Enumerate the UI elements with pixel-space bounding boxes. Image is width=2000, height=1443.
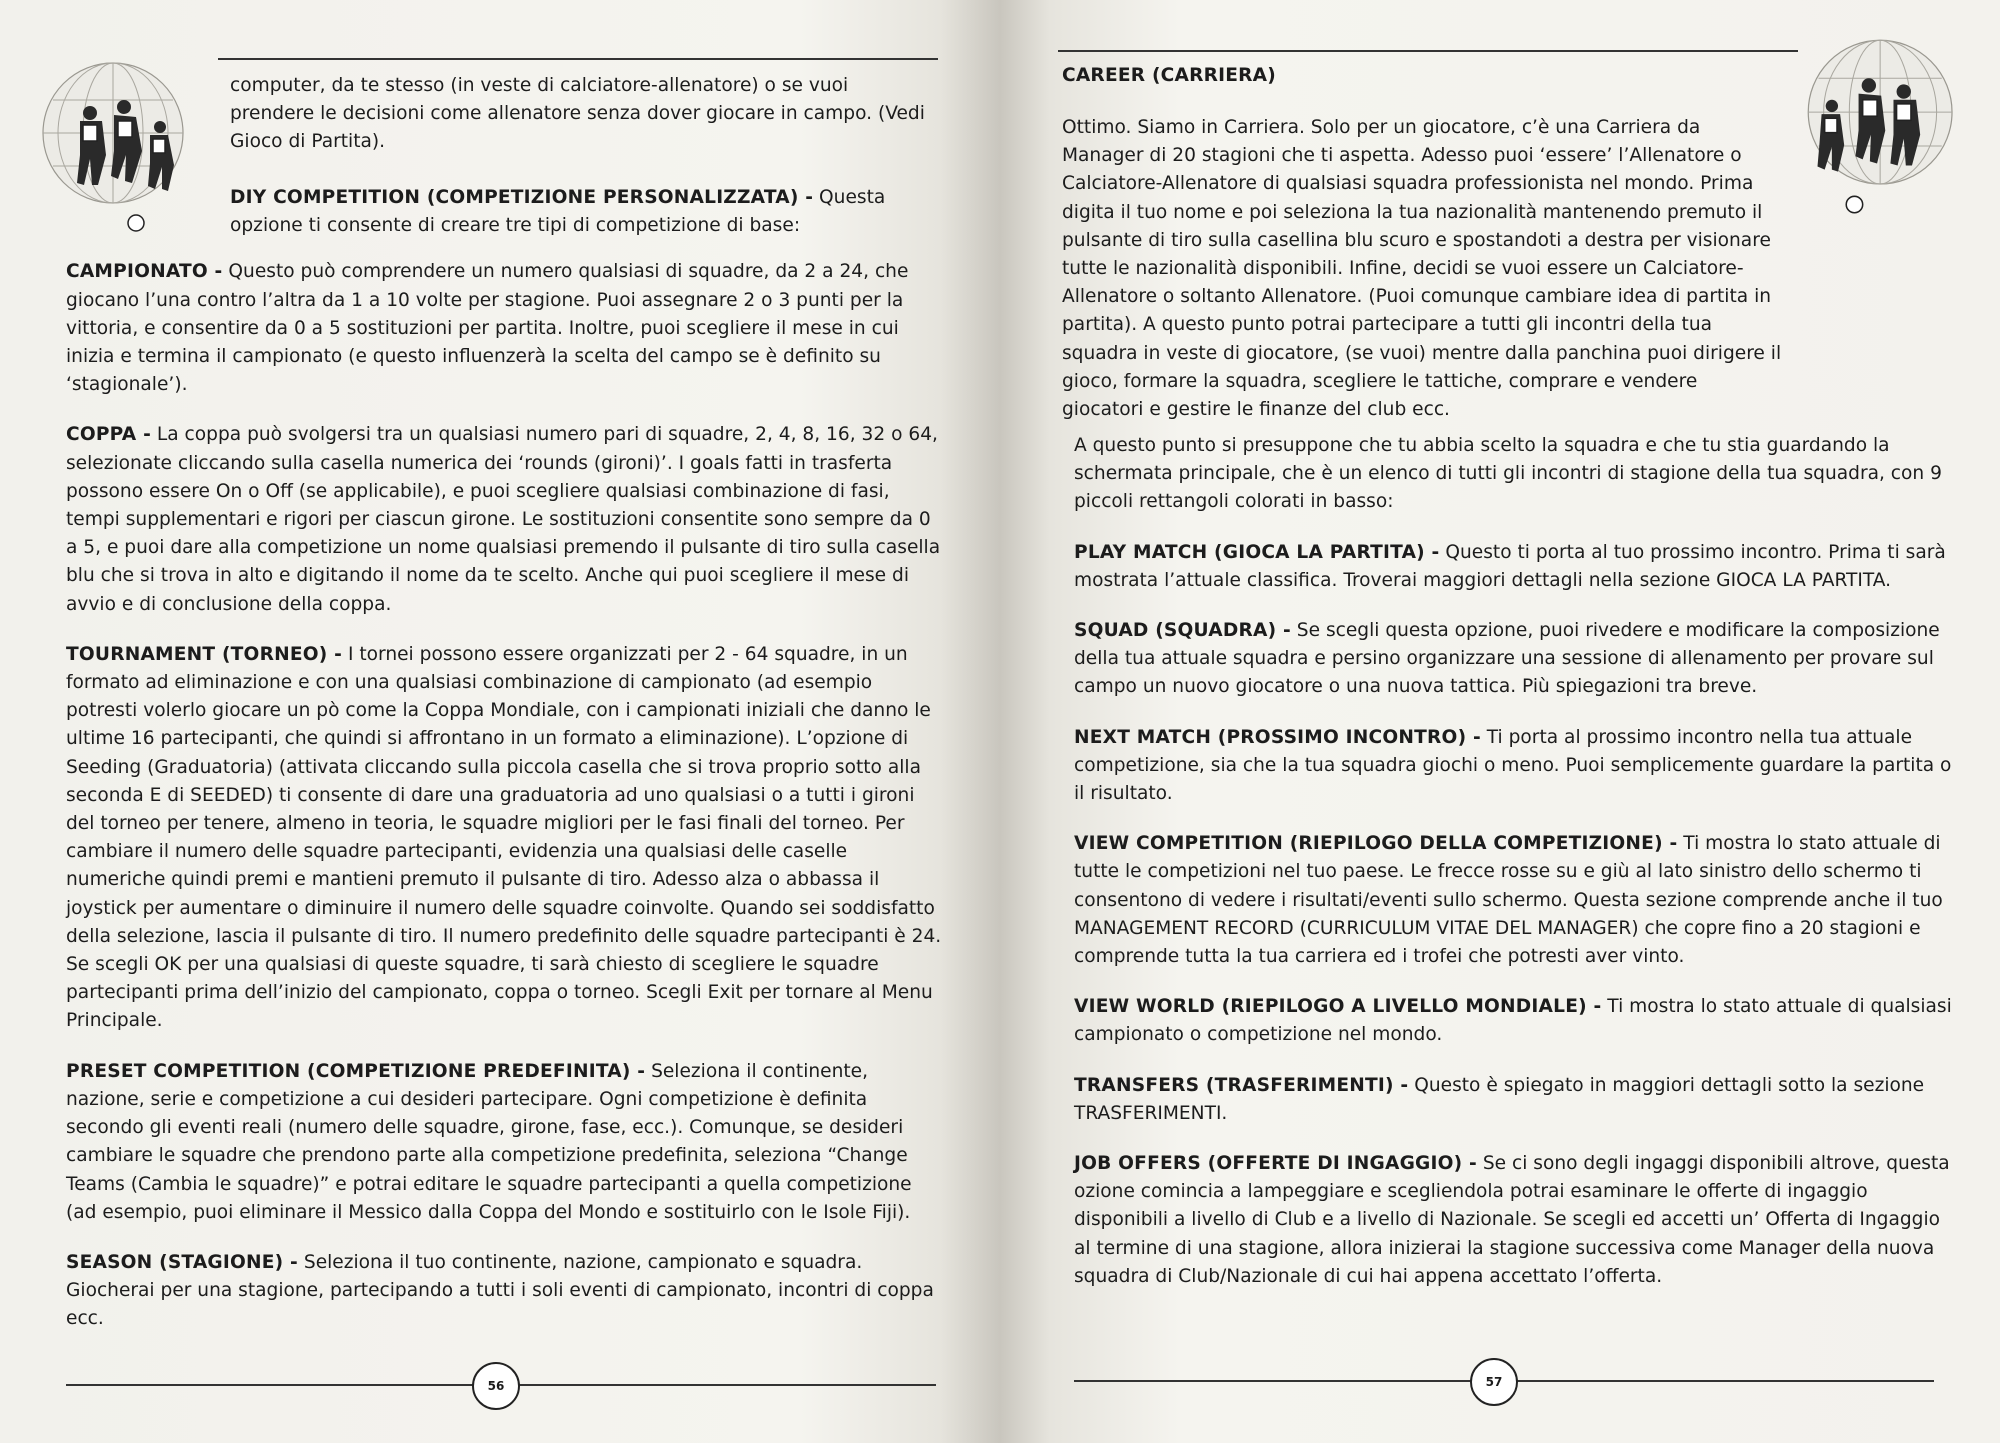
section-heading: CAMPIONATO - [66, 261, 223, 283]
section-coppa [66, 421, 946, 618]
right-body [1062, 62, 1792, 100]
page-number: 56 [487, 1379, 505, 1393]
section-body: Ti mostra lo stato attuale di tutte le competizioni nel tuo paese. Le frecce rosse su e giù al lato sinistro dello schermo ti consentono di vedere i risultati/eventi sullo schermo. Questa sezione comprende anche il tuo MANAGEMENT RECORD (CURRICULUM VITAE DEL MANAGER) che copre fino a 20 stagioni e comprende tutta la tua carriera ed i trofei che potresti aver vinto. [1074, 833, 1943, 968]
section-heading: PLAY MATCH (GIOCA LA PARTITA) - [1074, 541, 1440, 563]
section-body: Questo può comprendere un numero qualsiasi di squadre, da 2 a 24, che giocano l’una contro l’altra da 1 a 10 volte per stagione. Puoi assegnare 2 o 3 punti per la vittoria, e consentire da 0 a 5 sostituzioni per partita. Inoltre, puoi scegliere il mese in cui inizia e termina il campionato (e questo influenzerà la scelta del campo se è definito su ‘stagionale’). [66, 261, 909, 396]
career-heading: CAREER (CARRIERA) [1062, 65, 1276, 86]
section-body: Se ci sono degli ingaggi disponibili altrove, questa ozione comincia a lampeggiare e scegliendola potrai esaminare le offerte di ingaggio disponibili a livello di Club e a livello di Nazionale. Se scegli ed accetti un’ Offerta di Ingaggio al termine di una stagione, allora inizierai la stagione successiva come Manager della nuova squadra di Club/Nazionale di cui hai appena accettato l’offerta. [1074, 1153, 1950, 1287]
section-body: I tornei possono essere organizzati per 2 - 64 squadre, in un formato ad eliminazione e con una qualsiasi combinazione di campionato (ad esempio potresti volerlo giocare un pò come la Coppa Mondiale, con i campionati iniziali che danno le ultime 16 partecipanti, che quindi si affrontano in un formato a eliminazione). L’opzione di Seeding (Graduatoria) (attivata cliccando sulla piccola casella che si trova proprio sotto alla seconda E di SEEDED) ti consente di dare una graduatoria ad uno qualsiasi o a tutti i gironi del torneo per tenere, almeno in teoria, le squadre migliori per le fasi finali del torneo. Per cambiare il numero delle squadre partecipanti, evidenzia una qualsiasi delle caselle numeriche quindi premi e mantieni premuto il pulsante di tiro. Adesso alza o abbassa il joystick per aumentare o diminuire il numero delle squadre coinvolte. Quando sei soddisfatto della selezione, lascia il pulsante di tiro. Il numero predefinito delle squadre partecipanti è 24. Se scegli OK per una qualsiasi di queste squadre, ti sarà chiesto di scegliere le squadre partecipanti prima dell’inizio del campionato, coppa o torneo. Scegli Exit per tornare al Menu Principale. [66, 643, 942, 1032]
section-heading: TRANSFERS (TRASFERIMENTI) - [1074, 1074, 1409, 1096]
section-body: Ti mostra lo stato attuale di qualsiasi campionato o competizione nel mondo. [1074, 996, 1952, 1046]
section-heading: PRESET COMPETITION (COMPETIZIONE PREDEFINITA) - [66, 1060, 646, 1082]
right-top-rule [1058, 50, 1798, 52]
section-view-world [1074, 993, 1954, 1049]
right-page [1000, 0, 2000, 1443]
career-intro [1062, 114, 1782, 424]
right-intro [1062, 114, 1952, 424]
left-intro-paragraph: computer, da te stesso (in veste di calciatore-allenatore) o se vuoi prendere le decisioni come allenatore senza dover giocare in campo. (Vedi Gioco di Partita). [230, 75, 925, 153]
section-body: Seleziona il tuo continente, nazione, campionato e squadra. Giocherai per una stagione, partecipando a tutti i soli eventi di campionato, incontri di coppa ecc. [66, 1251, 934, 1330]
section-preset-competition [66, 1058, 946, 1227]
section-heading: TOURNAMENT (TORNEO) - [66, 643, 343, 665]
left-body [66, 184, 946, 1356]
left-intro [230, 72, 930, 179]
section-heading: COPPA - [66, 424, 151, 446]
page-number: 57 [1485, 1375, 1503, 1389]
career-intro-text: Ottimo. Siamo in Carriera. Solo per un giocatore, c’è una Carriera da Manager di 20 stagioni che ti aspetta. Adesso puoi ‘essere’ l’Allenatore o Calciatore-Allenatore di qualsiasi squadra professionista nel mondo. Prima digita il tuo nome e poi seleziona la tua nazionalità mantenendo premuto il pulsante di tiro sulla casellina blu scuro e spostandoti a destra per visionare tutte le nazionalità disponibili. Infine, decidi se vuoi essere un Calciatore-Allenatore o soltanto Allenatore. (Puoi comunque cambiare idea di partita in partita). A questo punto potrai partecipare a tutti gli incontri della tua squadra in veste di giocatore, (se vuoi) mentre dalla panchina puoi dirigere il gioco, formare la squadra, scegliere le tattiche, comprare e vendere giocatori e gestire le finanze del club ecc. [1062, 117, 1782, 421]
section-body: Questo ti porta al tuo prossimo incontro. Prima ti sarà mostrata l’attuale classifica. Troverai maggiori dettagli nella sezione GIOCA LA PARTITA. [1074, 541, 1946, 591]
left-top-rule [218, 58, 938, 60]
section-diy-competition [66, 184, 946, 240]
section-play-match [1074, 539, 1954, 595]
section-heading: SEASON (STAGIONE) - [66, 1251, 298, 1273]
section-view-competition [1074, 830, 1954, 971]
career-intro-2: A questo punto si presuppone che tu abbia scelto la squadra e che tu stia guardando la schermata principale, che è un elenco di tutti gli incontri di stagione della tua squadra, con 9 piccoli rettangoli colorati in basso: [1074, 435, 1942, 513]
section-heading: VIEW WORLD (RIEPILOGO A LIVELLO MONDIALE) - [1074, 996, 1602, 1018]
section-tournament [66, 641, 946, 1036]
section-body: Se scegli questa opzione, puoi rivedere e modificare la composizione della tua attuale squadra e persino organizzare una sessione di allenamento per provare sul campo un nuovo giocatore o una nuova tattica. Più spiegazioni tra breve. [1074, 620, 1940, 698]
section-heading: SQUAD (SQUADRA) - [1074, 620, 1291, 642]
section-heading: JOB OFFERS (OFFERTE DI INGAGGIO) - [1074, 1153, 1477, 1175]
career-title [1062, 62, 1792, 90]
section-body: Seleziona il continente, nazione, serie e competizione a cui desideri partecipare. Ogni competizione è definita secondo gli eventi reali (numero delle squadre, girone, fase, ecc.). Comunque, se desideri cambiare le squadre che prendono parte alla competizione predefinita, seleziona “Change Teams (Cambia le squadre)” e potrai editare le squadre partecipanti a quella competizione (ad esempio, puoi eliminare il Messico dalla Coppa del Mondo e sostituirlo con le Isole Fiji). [66, 1060, 912, 1223]
section-body: La coppa può svolgersi tra un qualsiasi numero pari di squadre, 2, 4, 8, 16, 32 o 64, selezionate cliccando sulla casella numerica dei ‘rounds (gironi)’. I goals fatti in trasferta possono essere On o Off (se applicabile), e puoi scegliere qualsiasi combinazione di fasi, tempi supplementari e rigori per ciascun girone. Le sostituzioni consentite sono sempre da 0 a 5, e puoi dare alla competizione un nome qualsiasi premendo il pulsante di tiro sulla casella blu che si trova in alto e digitando il nome da te scelto. Anche qui puoi scegliere il mese di avvio e di conclusione della coppa. [66, 424, 941, 615]
section-body: Questa opzione ti consente di creare tre tipi di competizione di base: [230, 187, 886, 237]
section-campionato [66, 258, 946, 399]
section-heading: DIY COMPETITION (COMPETIZIONE PERSONALIZZATA) - [230, 187, 814, 208]
section-heading: NEXT MATCH (PROSSIMO INCONTRO) - [1074, 726, 1481, 748]
right-page-number-ball [1470, 1358, 1518, 1406]
section-squad [1074, 617, 1954, 702]
section-transfers [1074, 1072, 1954, 1128]
section-job-offers [1074, 1150, 1954, 1291]
section-next-match [1074, 724, 1954, 809]
section-body: Questo è spiegato in maggiori dettagli sotto la sezione TRASFERIMENTI. [1074, 1074, 1925, 1124]
section-season [66, 1249, 946, 1334]
right-sections [1074, 432, 1954, 1313]
section-body: Ti porta al prossimo incontro nella tua attuale competizione, sia che la tua squadra giochi o meno. Puoi semplicemente guardare la partita o il risultato. [1074, 726, 1952, 805]
section-heading: VIEW COMPETITION (RIEPILOGO DELLA COMPETIZIONE) - [1074, 833, 1678, 855]
left-page-number-ball [472, 1362, 520, 1410]
